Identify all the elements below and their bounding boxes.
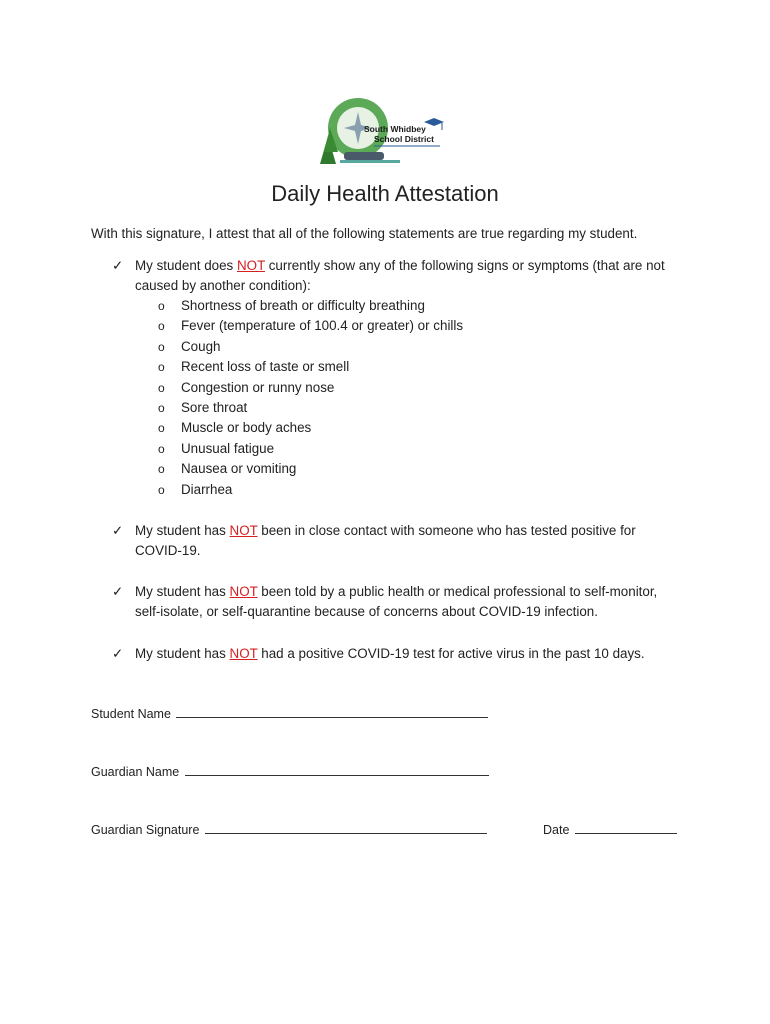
guardian-signature-line[interactable] xyxy=(205,821,487,834)
item-emphasis: NOT xyxy=(236,258,266,273)
date-line[interactable] xyxy=(575,821,677,834)
circle-bullet-icon: o xyxy=(158,380,165,395)
student-name-line[interactable] xyxy=(176,705,488,718)
list-item: o Recent loss of taste or smell xyxy=(156,357,463,377)
list-item: o Congestion or runny nose xyxy=(156,378,463,398)
page-title: Daily Health Attestation xyxy=(271,181,499,206)
circle-bullet-icon: o xyxy=(158,421,165,436)
circle-bullet-icon: o xyxy=(158,339,165,354)
guardian-signature-label: Guardian Signature xyxy=(91,823,200,837)
item-text-before: My student does xyxy=(135,258,237,273)
item-emphasis: NOT xyxy=(229,584,258,599)
guardian-name-field[interactable] xyxy=(91,763,489,779)
symptom-list xyxy=(156,296,463,500)
guardian-name-label: Guardian Name xyxy=(91,765,180,779)
circle-bullet-icon: o xyxy=(158,299,165,313)
attestation-item-close-contact: ✓ My student has NOT been in close contact with someone who has tested positive for COVID-19. xyxy=(112,523,636,558)
list-item: o Muscle or body aches xyxy=(156,418,463,438)
circle-bullet-icon: o xyxy=(158,360,165,375)
intro-text: With this signature, I attest that all of the following statements are true regarding my student. xyxy=(91,226,638,241)
date-label: Date xyxy=(543,823,570,837)
item-emphasis: NOT xyxy=(229,523,258,538)
attestation-item-positive-test: ✓ My student has NOT had a positive COVID-19 test for active virus in the past 10 days. xyxy=(112,644,672,664)
list-item: o Shortness of breath or difficulty breathing xyxy=(156,296,463,316)
circle-bullet-icon: o xyxy=(158,400,165,415)
list-item: o Nausea or vomiting xyxy=(156,459,463,479)
student-name-label: Student Name xyxy=(91,707,171,721)
circle-bullet-icon: o xyxy=(158,482,165,497)
list-item: o Diarrhea xyxy=(156,480,463,500)
list-item: o Cough xyxy=(156,337,463,357)
item-text-after: currently show any of the following signs or symptoms (that are not caused by another condition): xyxy=(135,258,665,293)
guardian-name-line[interactable] xyxy=(185,763,489,776)
school-district-logo xyxy=(314,92,446,168)
check-icon: ✓ xyxy=(112,258,124,273)
logo-text-line2: School District xyxy=(374,134,434,144)
check-icon: ✓ xyxy=(112,523,124,538)
attestation-item-self-monitor: ✓ My student has NOT been told by a public health or medical professional to self-monitor, self-isolate, or self-quarantine because of concerns about COVID-19 infection. xyxy=(112,584,658,619)
list-item: o Sore throat xyxy=(156,398,463,418)
student-name-field[interactable] xyxy=(91,705,488,721)
attestation-item-symptoms xyxy=(112,256,672,296)
list-item: o Fever (temperature of 100.4 or greater) or chills xyxy=(156,316,463,336)
logo-text-line1: South Whidbey xyxy=(364,124,426,134)
list-item: o Unusual fatigue xyxy=(156,439,463,459)
guardian-signature-field[interactable] xyxy=(91,821,487,837)
check-icon: ✓ xyxy=(112,584,124,599)
circle-bullet-icon: o xyxy=(158,462,165,477)
date-field[interactable] xyxy=(543,821,677,837)
circle-bullet-icon: o xyxy=(158,319,165,334)
item-emphasis: NOT xyxy=(229,646,258,661)
logo-graphic xyxy=(314,92,446,168)
check-icon: ✓ xyxy=(112,646,124,661)
circle-bullet-icon: o xyxy=(158,441,165,456)
